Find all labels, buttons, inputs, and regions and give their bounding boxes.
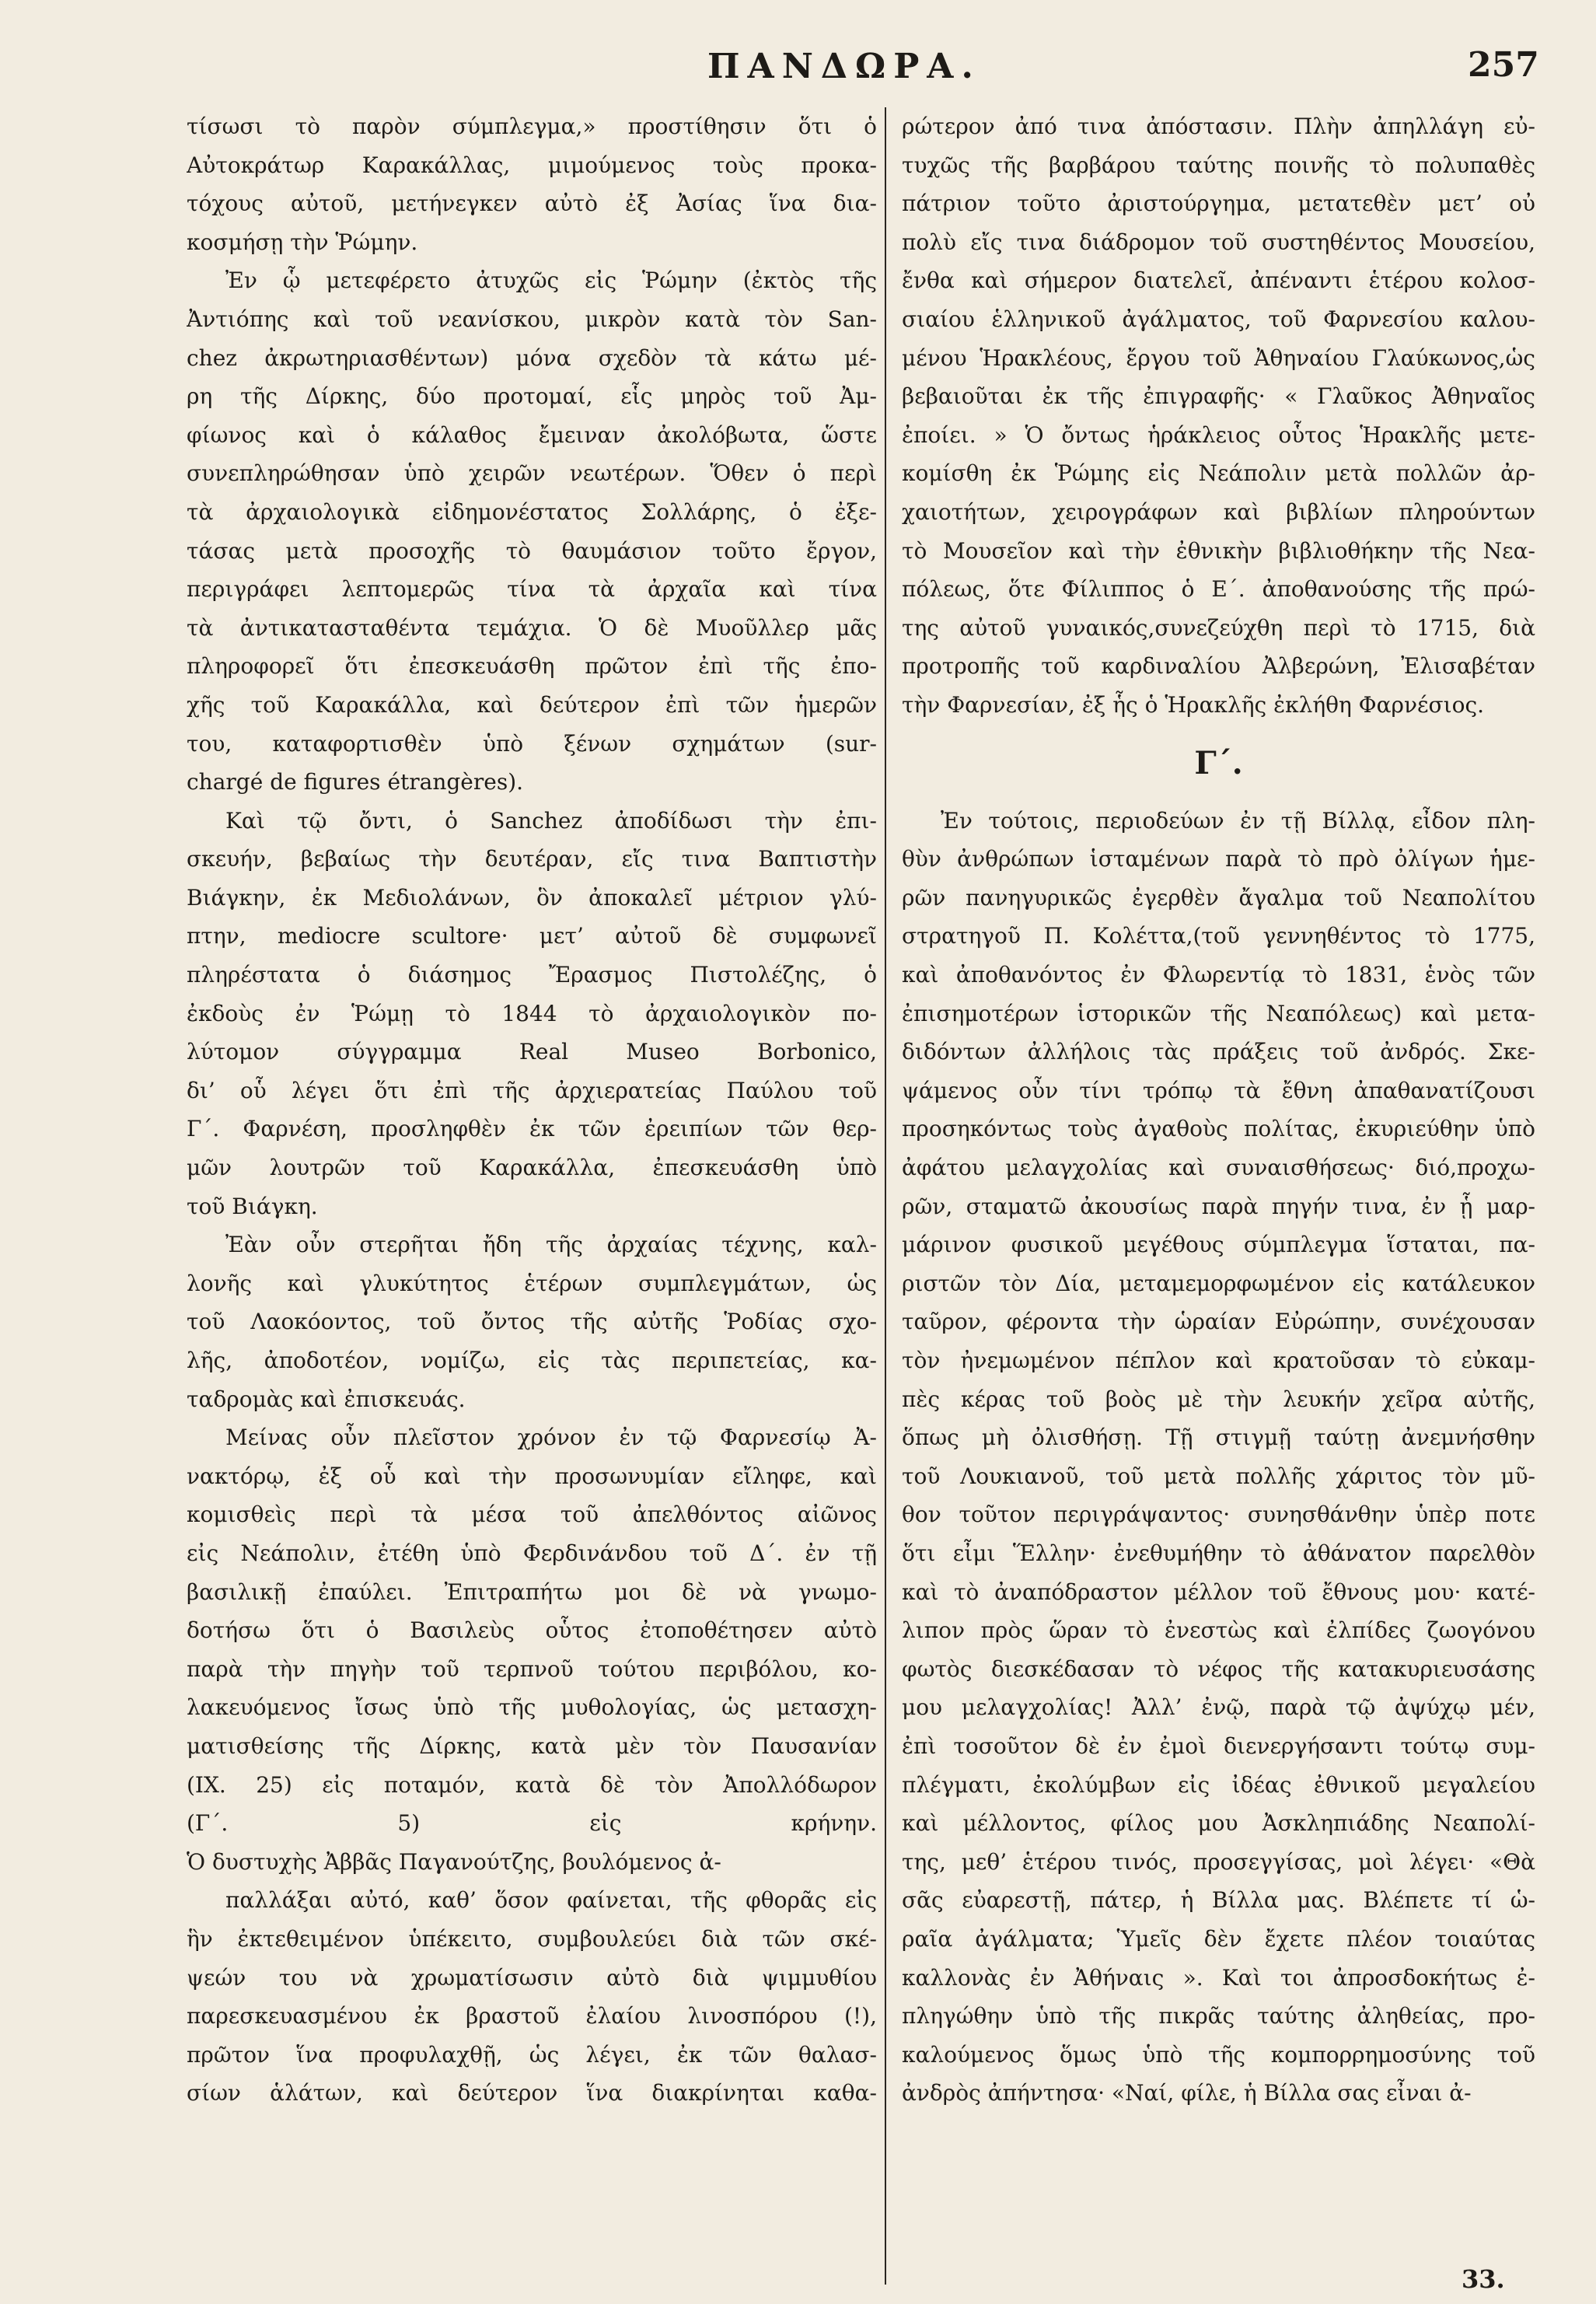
text-line: τοῦ Λαοκόοντος, τοῦ ὄντος τῆς αὐτῆς Ῥοδίας σχο- bbox=[187, 1309, 877, 1335]
text-line: δι’ οὗ λέγει ὅτι ἐπὶ τῆς ἀρχιερατείας Παύλου τοῦ bbox=[187, 1077, 877, 1103]
text-line: Γ΄. Φαρνέση, προσληφθὲν ἐκ τῶν ἐρειπίων τῶν θερ- bbox=[187, 1116, 877, 1142]
text-line: πάτριον τοῦτο ἀριστούργημα, μετατεθὲν μετ’ οὐ bbox=[902, 191, 1535, 217]
text-line: θον τοῦτον περιγράψαντος· συνησθάνθην ὑπὲρ ποτε bbox=[902, 1502, 1535, 1528]
text-line: παρεσκευασμένου ἐκ βραστοῦ ἐλαίου λινοσπόρου (!), bbox=[187, 2003, 877, 2030]
text-line: ἐπὶ τοσοῦτον δὲ ἐν ἐμοὶ διενεργήσαντι τούτῳ συμ- bbox=[902, 1732, 1535, 1759]
text-line: τὴν Φαρνεσίαν, ἐξ ἧς ὁ Ἡρακλῆς ἐκλήθη Φαρνέσιος. bbox=[902, 691, 1485, 718]
text-line: ψάμενος οὖν τίνι τρόπῳ τὰ ἔθνη ἀπαθανατίζουσι bbox=[902, 1077, 1535, 1103]
text-line: πληγώθην ὑπὸ τῆς πικρᾶς ταύτης ἀληθείας, προ- bbox=[902, 2003, 1535, 2030]
text-line: ρη τῆς Δίρκης, δύο προτομαί, εἷς μηρὸς τοῦ Ἀμ- bbox=[187, 383, 877, 410]
text-line: στρατηγοῦ Π. Κολέττα,(τοῦ γεννηθέντος τὸ 1775, bbox=[902, 923, 1535, 949]
text-line: καὶ τὸ ἀναπόδραστον μέλλον τοῦ ἔθνους μου· κατέ- bbox=[902, 1579, 1535, 1605]
page-header bbox=[0, 40, 1596, 95]
text-line: τυχῶς τῆς βαρβάρου ταύτης ποινῆς τὸ πολυπαθὲς bbox=[902, 152, 1535, 178]
text-line: μου μελαγχολίας! Ἀλλ’ ἐνῷ, παρὰ τῷ ἀψύχῳ μέν, bbox=[902, 1694, 1535, 1721]
text-line: παρὰ τὴν πηγὴν τοῦ τερπνοῦ τούτου περιβόλου, κο- bbox=[187, 1655, 877, 1682]
text-line: της, μεθ’ ἑτέρου τινός, προσεγγίσας, μοὶ λέγει· «Θὰ bbox=[902, 1848, 1535, 1875]
text-line: ματισθείσης τῆς Δίρκης, κατὰ μὲν τὸν Παυσανίαν bbox=[187, 1732, 877, 1759]
text-line: τίσωσι τὸ παρὸν σύμπλεγμα,» προστίθησιν ὅτι ὁ bbox=[187, 114, 877, 139]
text-line: φίωνος καὶ ὁ κάλαθος ἔμειναν ἀκολόβωτα, ὥστε bbox=[187, 421, 877, 448]
text-line: εἰς Νεάπολιν, ἐτέθη ὑπὸ Φερδινάνδου τοῦ Δ΄. ἐν τῇ bbox=[187, 1540, 877, 1566]
text-line: ἐκδοὺς ἐν Ῥώμῃ τὸ 1844 τὸ ἀρχαιολογικὸν πο- bbox=[187, 1000, 877, 1026]
text-line: βασιλικῇ ἐπαύλει. Ἐπιτραπήτω μοι δὲ νὰ γνωμο- bbox=[187, 1579, 877, 1605]
text-line: Ἐν τούτοις, περιοδεύων ἐν τῇ Βίλλᾳ, εἶδον πλη- bbox=[941, 807, 1535, 834]
text-line: ἔνθα καὶ σήμερον διατελεῖ, ἀπέναντι ἑτέρου κολοσ- bbox=[902, 267, 1535, 294]
text-line: Ἀντιόπης καὶ τοῦ νεανίσκου, μικρὸν κατὰ τὸν San- bbox=[187, 306, 877, 332]
text-line: δοτήσω ὅτι ὁ Βασιλεὺς οὗτος ἐτοποθέτησεν αὐτὸ bbox=[187, 1617, 877, 1644]
text-line: πληροφορεῖ ὅτι ἐπεσκευάσθη πρῶτον ἐπὶ τῆς ἐπο- bbox=[187, 653, 877, 680]
text-line: Ὁ δυστυχὴς Ἀββᾶς Παγανούτζης, βουλόμενος ἀ- bbox=[187, 1848, 721, 1875]
text-line: πρῶτον ἵνα προφυλαχθῇ, ὡς λέγει, ἐκ τῶν θαλασ- bbox=[187, 2041, 877, 2068]
text-line: χῆς τοῦ Καρακάλλα, καὶ δεύτερον ἐπὶ τῶν ἡμερῶν bbox=[187, 691, 877, 718]
text-line: Καὶ τῷ ὄντι, ὁ Sanchez ἀποδίδωσι τὴν ἐπι- bbox=[225, 807, 877, 834]
text-line: ἣν ἐκτεθειμένον ὑπέκειτο, συμβουλεύει διὰ τῶν σκέ- bbox=[187, 1925, 877, 1952]
text-line: μάρινον φυσικοῦ μεγέθους σύμπλεγμα ἵσταται, πα- bbox=[902, 1232, 1535, 1258]
text-line: τόχους αὐτοῦ, μετήνεγκεν αὐτὸ ἐξ Ἀσίας ἵνα δια- bbox=[187, 191, 877, 217]
text-line: chez ἀκρωτηριασθέντων) μόνα σχεδὸν τὰ κάτω μέ- bbox=[187, 344, 877, 371]
text-line: Αὐτοκράτωρ Καρακάλλας, μιμούμενος τοὺς προκα- bbox=[187, 152, 877, 178]
text-line: παλλάξαι αὐτό, καθ’ ὅσον φαίνεται, τῆς φθορᾶς εἰς bbox=[225, 1887, 877, 1914]
text-line: πολὺ εἴς τινα διάδρομον τοῦ συστηθέντος Μουσείου, bbox=[902, 229, 1535, 255]
text-line: ριστῶν τὸν Δία, μεταμεμορφωμένον εἰς κατάλευκον bbox=[902, 1270, 1535, 1296]
text-line: πόλεως, ὅτε Φίλιππος ὁ Ε΄. ἀποθανούσης τῆς πρώ- bbox=[902, 576, 1535, 603]
column-divider bbox=[885, 107, 886, 2285]
text-line: λιπον πρὸς ὥραν τὸ ἐνεστὼς καὶ ἐλπίδες ζωογόνου bbox=[902, 1617, 1535, 1644]
text-line: διδόντων ἀλλήλοις τὰς πράξεις τοῦ ἀνδρός. Σκε- bbox=[902, 1039, 1535, 1065]
text-line: τὸ Μουσεῖον καὶ τὴν ἐθνικὴν βιβλιοθήκην τῆς Νεα- bbox=[902, 537, 1535, 564]
section-heading: Γ΄. bbox=[1194, 744, 1243, 781]
text-line: μῶν λουτρῶν τοῦ Καρακάλλα, ἐπεσκευάσθη ὑπὸ bbox=[187, 1155, 877, 1181]
text-line: της αὐτοῦ γυναικός,συνεζεύχθη περὶ τὸ 1715, διὰ bbox=[902, 614, 1535, 641]
text-line: ταδρομὰς καὶ ἐπισκευάς. bbox=[187, 1386, 466, 1412]
text-line: (Γ΄. 5) εἰς κρήνην. bbox=[187, 1810, 877, 1837]
text-line: ραῖα ἀγάλματα; Ὑμεῖς δὲν ἔχετε πλέον τοιαύτας bbox=[902, 1925, 1535, 1952]
text-line: λύτομον σύγγραμμα Real Museo Borbonico, bbox=[187, 1039, 877, 1065]
text-line: ψεών του νὰ χρωματίσωσιν αὐτὸ διὰ ψιμμυθίου bbox=[187, 1964, 877, 1991]
text-line: σκευήν, βεβαίως τὴν δευτέραν, εἴς τινα Βαπτιστὴν bbox=[187, 846, 877, 872]
text-line: chargé de figures étrangères). bbox=[187, 769, 524, 795]
right-column-top-text bbox=[902, 107, 1535, 725]
text-line: τάσας μετὰ προσοχῆς τὸ θαυμάσιον τοῦτο ἔργον, bbox=[187, 537, 877, 564]
text-line: κομίσθη ἐκ Ῥώμης εἰς Νεάπολιν μετὰ πολλῶν ἀρ- bbox=[902, 460, 1535, 487]
text-line: μένου Ἡρακλέους, ἔργου τοῦ Ἀθηναίου Γλαύκωνος,ὡς bbox=[902, 344, 1535, 371]
text-line: λῆς, ἀποδοτέον, νομίζω, εἰς τὰς περιπετείας, κα- bbox=[187, 1348, 877, 1373]
text-line: ἐποίει. » Ὁ ὄντως ἡράκλειος οὗτος Ἡρακλῆς μετε- bbox=[902, 421, 1535, 448]
text-line: τοῦ Βιάγκη. bbox=[187, 1193, 318, 1219]
text-line: περιγράφει λεπτομερῶς τίνα τὰ ἀρχαῖα καὶ τίνα bbox=[187, 576, 877, 603]
text-line: κομισθεὶς περὶ τὰ μέσα τοῦ ἀπελθόντος αἰῶνος bbox=[187, 1502, 877, 1528]
text-line: ὅτι εἶμι Ἕλλην· ἐνεθυμήθην τὸ ἀθάνατον παρελθὸν bbox=[902, 1540, 1535, 1566]
text-line: τὸν ἠνεμωμένον πέπλον καὶ κρατοῦσαν τὸ εὐκαμ- bbox=[902, 1348, 1535, 1373]
text-line: λακευόμενος ἴσως ὑπὸ τῆς μυθολογίας, ὡς μετασχη- bbox=[187, 1694, 877, 1721]
text-line: νακτόρῳ, ἐξ οὗ καὶ τὴν προσωνυμίαν εἴληφε, καὶ bbox=[187, 1463, 877, 1489]
journal-title: ΠΑΝΔΩΡΑ. bbox=[707, 47, 981, 86]
text-line: ταῦρον, φέροντα τὴν ὡραίαν Εὐρώπην, συνέχουσαν bbox=[902, 1309, 1535, 1335]
text-line: κοσμήσῃ τὴν Ῥώμην. bbox=[187, 229, 418, 255]
text-line: προτροπῆς τοῦ καρδιναλίου Ἀλβερώνη, Ἐλισαβέταν bbox=[902, 653, 1535, 680]
text-line: λονῆς καὶ γλυκύτητος ἑτέρων συμπλεγμάτων, ὡς bbox=[187, 1270, 877, 1296]
text-line: πληρέστατα ὁ διάσημος Ἔρασμος Πιστολέζης, ὁ bbox=[187, 962, 877, 988]
text-line: πλέγματι, ἐκολύμβων εἰς ἰδέας ἐθνικοῦ μεγαλείου bbox=[902, 1771, 1535, 1798]
text-line: φωτὸς διεσκέδασαν τὸ νέφος τῆς κατακυριευσάσης bbox=[902, 1655, 1535, 1682]
text-line: Βιάγκην, ἐκ Μεδιολάνων, ὃν ἀποκαλεῖ μέτριον γλύ- bbox=[187, 884, 877, 911]
text-line: βεβαιοῦται ἐκ τῆς ἐπιγραφῆς· « Γλαῦκος Ἀθηναῖος bbox=[902, 383, 1535, 410]
text-line: χαιοτήτων, χειρογράφων καὶ βιβλίων πληρούντων bbox=[902, 498, 1535, 525]
text-line: Ἐν ᾧ μετεφέρετο ἀτυχῶς εἰς Ῥώμην (ἐκτὸς τῆς bbox=[225, 267, 877, 294]
text-line: Μείνας οὖν πλεῖστον χρόνον ἐν τῷ Φαρνεσίῳ Ἀ- bbox=[225, 1425, 877, 1451]
text-line: τὰ ἀρχαιολογικὰ εἰδημονέστατος Σολλάρης, ὁ ἐξε- bbox=[187, 498, 877, 525]
text-line: πτην, mediocre scultore· μετ’ αὐτοῦ δὲ συμφωνεῖ bbox=[187, 923, 877, 949]
text-line: συνεπληρώθησαν ὑπὸ χειρῶν νεωτέρων. Ὅθεν ὁ περὶ bbox=[187, 460, 877, 487]
text-line: ἀνδρὸς ἀπήντησα· «Ναί, φίλε, ἡ Βίλλα σας εἶναι ἀ- bbox=[902, 2080, 1472, 2106]
text-line: προσηκόντως τοὺς ἀγαθοὺς πολίτας, ἐκυριεύθην ὑπὸ bbox=[902, 1116, 1535, 1142]
text-line: καὶ μέλλοντος, φίλος μου Ἀσκληπιάδης Νεαπολί- bbox=[902, 1810, 1535, 1837]
text-line: ρώτερον ἀπό τινα ἀπόστασιν. Πλὴν ἀπηλλάγη εὐ- bbox=[902, 114, 1535, 139]
text-line: ρῶν πανηγυρικῶς ἐγερθὲν ἄγαλμα τοῦ Νεαπολίτου bbox=[902, 884, 1535, 911]
text-line: ρῶν, σταματῶ ἀκουσίως παρὰ πηγήν τινα, ἐν ᾗ μαρ- bbox=[902, 1193, 1535, 1219]
text-line: ἐπισημοτέρων ἱστορικῶν τῆς Νεαπόλεως) καὶ μετα- bbox=[902, 1000, 1535, 1026]
text-line: (IX. 25) εἰς ποταμόν, κατὰ δὲ τὸν Ἀπολλόδωρον bbox=[187, 1771, 877, 1798]
text-line: Ἐὰν οὖν στερῆται ἤδη τῆς ἀρχαίας τέχνης, καλ- bbox=[225, 1232, 877, 1258]
page-number: 257 bbox=[1468, 45, 1539, 85]
text-line: ὅπως μὴ ὀλισθήσῃ. Τῇ στιγμῇ ταύτῃ ἀνεμνήσθην bbox=[902, 1425, 1535, 1451]
text-line: του, καταφορτισθὲν ὑπὸ ξένων σχημάτων (sur- bbox=[187, 730, 877, 757]
text-line: καὶ ἀποθανόντος ἐν Φλωρεντίᾳ τὸ 1831, ἑνὸς τῶν bbox=[902, 962, 1535, 988]
text-line: καλλονὰς ἐν Ἀθήναις ». Καὶ τοι ἀπροσδοκήτως ἐ- bbox=[902, 1964, 1535, 1991]
text-line: τοῦ Λουκιανοῦ, τοῦ μετὰ πολλῆς χάριτος τὸν μῦ- bbox=[902, 1463, 1535, 1489]
right-column-bottom-text bbox=[902, 802, 1535, 2113]
text-line: ἀφάτου μελαγχολίας καὶ συναισθήσεως· διό,προχω- bbox=[902, 1155, 1535, 1181]
text-line: καλούμενος ὅμως ὑπὸ τῆς κομπορρημοσύνης τοῦ bbox=[902, 2041, 1535, 2068]
text-line: σᾶς εὐαρεστῇ, πάτερ, ἡ Βίλλα μας. Βλέπετε τί ὡ- bbox=[902, 1887, 1535, 1914]
left-column bbox=[187, 107, 877, 2113]
text-line: σίων ἁλάτων, καὶ δεύτερον ἵνα διακρίνηται καθα- bbox=[187, 2080, 877, 2106]
signature-mark: 33. bbox=[1462, 2264, 1505, 2294]
text-line: τὰ ἀντικατασταθέντα τεμάχια. Ὁ δὲ Μυοῦλλερ μᾶς bbox=[187, 614, 877, 641]
text-line: θὺν ἀνθρώπων ἱσταμένων παρὰ τὸ πρὸ ὀλίγων ἡμε- bbox=[902, 846, 1535, 872]
right-column bbox=[902, 107, 1535, 2113]
text-line: πὲς κέρας τοῦ βοὸς μὲ τὴν λευκήν χεῖρα αὐτῆς, bbox=[902, 1386, 1535, 1412]
text-line: σιαίου ἑλληνικοῦ ἀγάλματος, τοῦ Φαρνεσίου καλου- bbox=[902, 306, 1535, 332]
